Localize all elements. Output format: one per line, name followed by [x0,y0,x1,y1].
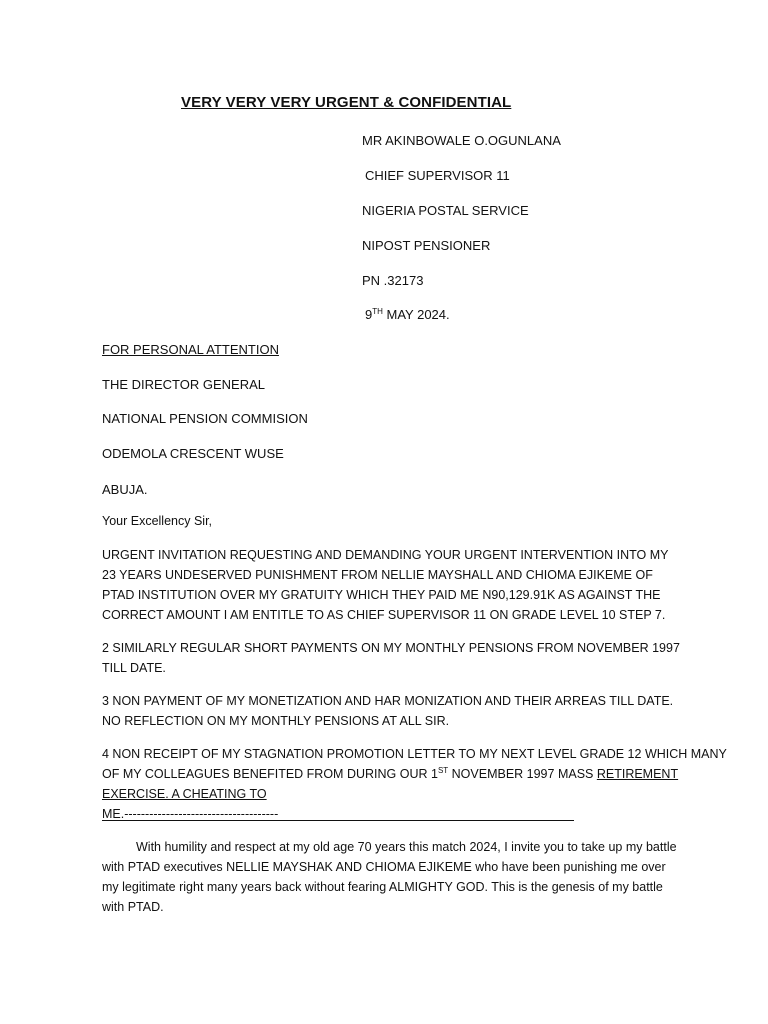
sender-name: MR AKINBOWALE O.OGUNLANA [362,133,561,148]
paragraph-4-line-2 [102,764,702,784]
salutation: Your Excellency Sir, [102,514,213,528]
paragraph-4-line-3: EXERCISE. A CHEATING TO [102,787,267,801]
sender-status: NIPOST PENSIONER [362,238,491,253]
recipient-street: ODEMOLA CRESCENT WUSE [102,446,284,461]
date-rest: MAY 2024. [382,307,450,322]
p4-text-b: NOVEMBER 1997 MASS [448,767,597,781]
p4-retirement: RETIREMENT [596,767,679,781]
recipient-org: NATIONAL PENSION COMMISION [102,411,308,426]
p4-ordinal: ST [437,766,449,775]
paragraph-2: 2 SIMILARLY REGULAR SHORT PAYMENTS ON MY MONTHLY PENSIONS FROM NOVEMBER 1997 TILL DATE. [102,641,680,675]
p4-text-a: OF MY COLLEAGUES BENEFITED FROM DURING OUR 1 [102,767,438,781]
date-day: 9 [365,307,373,322]
sender-rank: CHIEF SUPERVISOR 11 [365,168,510,183]
sender-pn: PN .32173 [362,273,424,288]
paragraph-3: 3 NON PAYMENT OF MY MONETIZATION AND HAR MONIZATION AND THEIR ARREAS TILL DATE. NO REFLECTION ON MY MONTHLY PENSIONS AT ALL SIR. [102,694,674,728]
paragraph-5: With humility and respect at my old age 70 years this match 2024, I invite you to take up my battle with PTAD executives NELLIE MAYSHAK AND CHIOMA EJIKEME who have been punishing me over my legitimate right many years back without fearing ALMIGHTY GOD. This is the genesis of my battle with PTAD. [102,840,677,914]
paragraph-4 [102,744,727,824]
paragraph-1: URGENT INVITATION REQUESTING AND DEMANDING YOUR URGENT INTERVENTION INTO MY 23 YEARS UNDESERVED PUNISHMENT FROM NELLIE MAYSHALL AND CHIOMA EJIKEME OF PTAD INSTITUTION OVER MY GRATUITY WHICH THEY PAID ME N90,129.91K AS AGAINST THE CORRECT AMOUNT I AM ENTITLE TO AS CHIEF SUPERVISOR 11 ON GRADE LEVEL 10 STEP 7. [102,548,669,622]
date-suffix: TH [372,307,383,316]
sender-org: NIGERIA POSTAL SERVICE [362,203,529,218]
letter-date [365,307,450,322]
attention-line: FOR PERSONAL ATTENTION [102,342,279,357]
paragraph-4-line-4: ME.------------------------------------- [102,807,279,821]
recipient-title: THE DIRECTOR GENERAL [102,377,266,392]
letter-heading: VERY VERY VERY URGENT & CONFIDENTIAL [181,94,512,111]
paragraph-4-line-1: 4 NON RECEIPT OF MY STAGNATION PROMOTION LETTER TO MY NEXT LEVEL GRADE 12 WHICH MANY [102,747,727,761]
recipient-city: ABUJA. [102,482,148,497]
signature-rule [102,820,574,821]
